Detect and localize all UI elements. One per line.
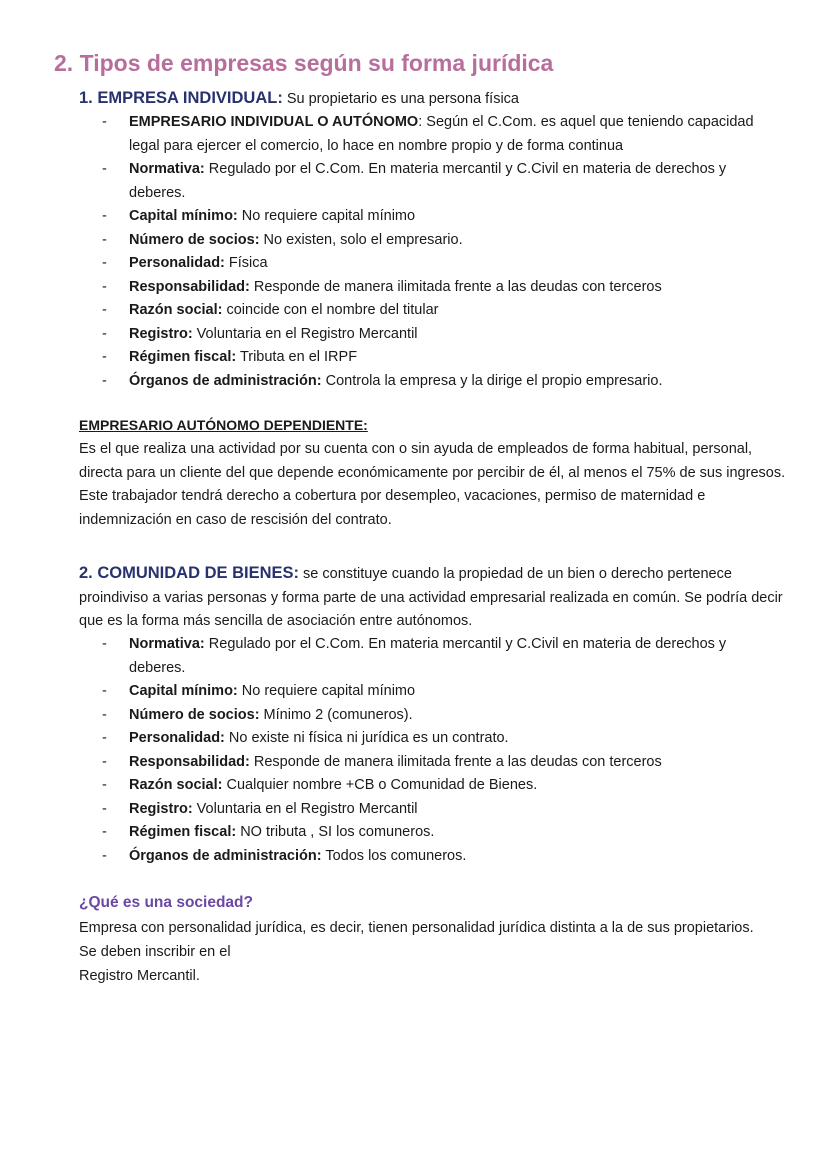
bullet-dash: - xyxy=(102,706,107,723)
bullet-dash: - xyxy=(102,255,107,271)
bullet-dash: - xyxy=(102,372,107,389)
comunidad-bienes-list xyxy=(102,633,782,868)
item-label: Normativa: xyxy=(129,636,205,652)
list-item xyxy=(102,346,782,370)
list-item xyxy=(102,798,782,822)
bullet-dash: - xyxy=(102,847,107,864)
item-label: Capital mínimo: xyxy=(129,683,238,699)
item-text: Tributa en el IRPF xyxy=(236,349,358,365)
page-title: 2. Tipos de empresas según su forma jurídica xyxy=(54,50,554,76)
list-item xyxy=(102,821,782,845)
bullet-dash: - xyxy=(102,114,107,130)
item-text: No requiere capital mínimo xyxy=(237,208,416,224)
item-label: Régimen fiscal: xyxy=(129,824,237,840)
bullet-dash: - xyxy=(102,231,107,248)
list-item xyxy=(102,276,782,300)
item-label: EMPRESARIO INDIVIDUAL O AUTÓNOMO xyxy=(129,114,419,130)
list-item xyxy=(102,774,782,798)
item-text: Responde de manera ilimitada frente a las deudas con terceros xyxy=(249,753,662,770)
sociedad-line-3: Registro Mercantil. xyxy=(79,968,200,984)
item-label: Personalidad: xyxy=(129,730,225,746)
section-empresa-individual-heading xyxy=(79,87,794,112)
item-label: Órganos de administración: xyxy=(129,847,322,864)
section-heading-intro: se constituye cuando la propiedad de un bien o derecho pertenece proindiviso a varias personas y forma parte de una actividad empresarial realizada en común. Se podría decir que es la forma más sencilla de asociación entre autónomos. xyxy=(79,566,783,629)
item-text: No existen, solo el empresario. xyxy=(259,231,463,248)
bullet-dash: - xyxy=(102,683,107,699)
bullet-dash: - xyxy=(102,161,107,177)
bullet-dash: - xyxy=(102,636,107,652)
list-item xyxy=(102,229,782,253)
item-text: No requiere capital mínimo xyxy=(237,683,416,699)
sociedad-question: ¿Qué es una sociedad? xyxy=(79,894,253,911)
item-label: Razón social: xyxy=(129,777,223,793)
list-item xyxy=(102,845,782,869)
item-text: No existe ni física ni jurídica es un contrato. xyxy=(224,730,509,746)
empresa-individual-list xyxy=(102,111,782,393)
list-item xyxy=(102,633,782,680)
list-item xyxy=(102,751,782,775)
section-comunidad-bienes-heading xyxy=(79,562,794,634)
item-text: Responde de manera ilimitada frente a las deudas con terceros xyxy=(249,278,662,295)
list-item xyxy=(102,323,782,347)
dependiente-title: EMPRESARIO AUTÓNOMO DEPENDIENTE: xyxy=(79,417,368,433)
item-text: Cualquier nombre +CB o Comunidad de Bienes. xyxy=(222,777,538,793)
item-text: Controla la empresa y la dirige el propio empresario. xyxy=(321,372,663,389)
item-text: Física xyxy=(224,255,268,271)
item-label: Capital mínimo: xyxy=(129,208,238,224)
item-label: Registro: xyxy=(129,800,193,817)
item-text: Mínimo 2 (comuneros). xyxy=(259,706,413,723)
list-item xyxy=(102,370,782,394)
item-label: Número de socios: xyxy=(129,231,260,248)
list-item xyxy=(102,727,782,751)
list-item xyxy=(102,111,782,158)
list-item xyxy=(102,205,782,229)
bullet-dash: - xyxy=(102,208,107,224)
item-text: Todos los comuneros. xyxy=(321,847,467,864)
item-text: Voluntaria en el Registro Mercantil xyxy=(192,800,418,817)
dependiente-paragraph: Es el que realiza una actividad por su cuenta con o sin ayuda de empleados de forma habitual, personal, directa para un cliente del que depende económicamente por percibir de él, al menos el 75% de sus ingresos. Este trabajador tendrá derecho a cobertura por desempleo, vacaciones, permiso de maternidad e indemnización en caso de rescisión del contrato. xyxy=(79,441,786,528)
list-item xyxy=(102,299,782,323)
sociedad-line-2: Se deben inscribir en el xyxy=(79,944,231,960)
bullet-dash: - xyxy=(102,824,107,840)
item-text: : Según el C.Com. es aquel que teniendo capacidad legal para ejercer el comercio, lo hace en nombre propio y de forma continua xyxy=(129,114,754,154)
item-label: Registro: xyxy=(129,325,193,342)
bullet-dash: - xyxy=(102,777,107,793)
item-label: Normativa: xyxy=(129,161,205,177)
item-text: Voluntaria en el Registro Mercantil xyxy=(192,325,418,342)
bullet-dash: - xyxy=(102,349,107,365)
section-heading-label: 1. EMPRESA INDIVIDUAL: xyxy=(79,89,283,107)
bullet-dash: - xyxy=(102,800,107,817)
section-heading-intro: Su propietario es una persona física xyxy=(282,91,519,107)
item-text: Regulado por el C.Com. En materia mercantil y C.Civil en materia de derechos y deberes. xyxy=(129,161,727,201)
sociedad-line-1: Empresa con personalidad jurídica, es decir, tienen personalidad jurídica distinta a la de sus propietarios. xyxy=(79,920,754,936)
item-label: Número de socios: xyxy=(129,706,260,723)
list-item xyxy=(102,252,782,276)
list-item xyxy=(102,680,782,704)
item-label: Responsabilidad: xyxy=(129,753,250,770)
item-label: Régimen fiscal: xyxy=(129,349,237,365)
item-label: Personalidad: xyxy=(129,255,225,271)
item-label: Responsabilidad: xyxy=(129,278,250,295)
item-text: Regulado por el C.Com. En materia mercantil y C.Civil en materia de derechos y deberes. xyxy=(129,636,727,676)
bullet-dash: - xyxy=(102,278,107,295)
list-item xyxy=(102,158,782,205)
list-item xyxy=(102,704,782,728)
item-label: Razón social: xyxy=(129,302,223,318)
item-label: Órganos de administración: xyxy=(129,372,322,389)
item-text: NO tributa , SI los comuneros. xyxy=(236,824,435,840)
item-text: coincide con el nombre del titular xyxy=(222,302,439,318)
bullet-dash: - xyxy=(102,753,107,770)
section-heading-label: 2. COMUNIDAD DE BIENES: xyxy=(79,564,300,582)
bullet-dash: - xyxy=(102,325,107,342)
bullet-dash: - xyxy=(102,730,107,746)
bullet-dash: - xyxy=(102,302,107,318)
